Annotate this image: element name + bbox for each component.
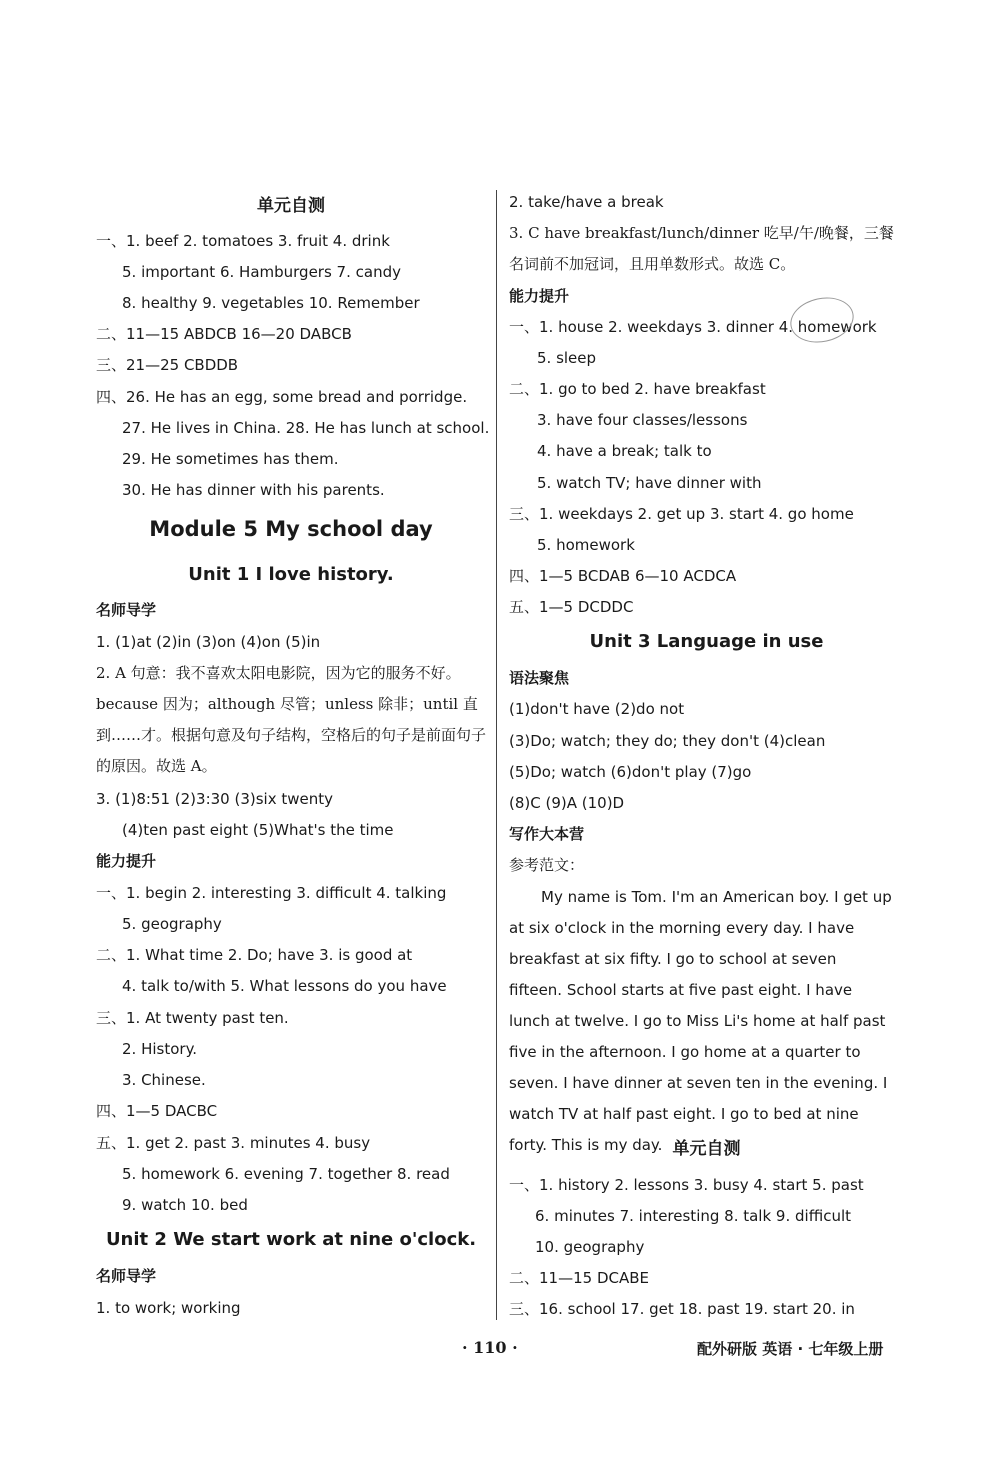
section-heading: 能力提升 (509, 287, 570, 305)
answer-line: (3)Do; watch; they do; they don't (4)clean (509, 732, 826, 750)
answer-line: 三、1. At twenty past ten. (96, 1009, 289, 1027)
answer-line: 5. watch TV; have dinner with (537, 474, 762, 492)
answer-line: 3. Chinese. (122, 1071, 206, 1089)
section-heading: 写作大本营 (509, 825, 585, 843)
answer-line: 5. geography (122, 915, 222, 933)
answer-line: 1. (1)at (2)in (3)on (4)on (5)in (96, 633, 321, 651)
answer-line: 29. He sometimes has them. (122, 450, 339, 468)
answer-line: 5. homework 6. evening 7. together 8. read (122, 1165, 450, 1183)
answer-line: 二、11—15 DCABE (509, 1269, 649, 1287)
unit-test-heading: 单元自测 (257, 196, 325, 216)
answer-line: 4. talk to/with 5. What lessons do you have (122, 977, 447, 995)
section-heading: 能力提升 (96, 852, 157, 870)
section-heading: 名师导学 (96, 601, 157, 619)
answer-line: 二、1. What time 2. Do; have 3. is good at (96, 946, 413, 964)
answer-line: 一、1. beef 2. tomatoes 3. fruit 4. drink (96, 232, 390, 250)
answer-line: 四、1—5 DACBC (96, 1102, 218, 1120)
answer-line: (8)C (9)A (10)D (509, 794, 625, 812)
unit1-title: Unit 1 I love history. (188, 564, 394, 585)
answer-line: 3. (1)8:51 (2)3:30 (3)six twenty (96, 790, 333, 808)
answer-line: 5. sleep (537, 349, 597, 367)
answer-line: 五、1—5 DCDDC (509, 598, 634, 616)
answer-line: 5. important 6. Hamburgers 7. candy (122, 263, 401, 281)
explanation-paragraph: 2. A 句意：我不喜欢太阳电影院，因为它的服务不好。because 因为；although 尽管；unless 除非；until 直到……才。根据句意及句子结构，空格后的句子是前面句子的原因。故选 A。 (96, 664, 487, 775)
section-heading: 名师导学 (96, 1267, 157, 1285)
answer-line: 一、1. history 2. lessons 3. busy 4. start 5. past (509, 1176, 864, 1194)
answer-line: 2. take/have a break (509, 193, 664, 211)
answer-line: 4. have a break; talk to (537, 442, 712, 460)
answer-line: (4)ten past eight (5)What's the time (122, 821, 394, 839)
answer-line: (1)don't have (2)do not (509, 700, 685, 718)
answer-line: 5. homework (537, 536, 635, 554)
module-title: Module 5 My school day (149, 517, 433, 541)
answer-line: 27. He lives in China. 28. He has lunch at school. (122, 419, 490, 437)
answer-line: 二、11—15 ABDCB 16—20 DABCB (96, 325, 352, 343)
answer-line: 四、26. He has an egg, some bread and porridge. (96, 388, 468, 406)
answer-line: 10. geography (535, 1238, 645, 1256)
unit-test-heading: 单元自测 (672, 1139, 741, 1159)
answer-line: 一、1. begin 2. interesting 3. difficult 4. talking (96, 884, 447, 902)
answer-line: 一、1. house 2. weekdays 3. dinner 4. homework (509, 318, 877, 336)
answer-line: 1. to work; working (96, 1299, 241, 1317)
answer-line: 五、1. get 2. past 3. minutes 4. busy (96, 1134, 371, 1152)
page-number: · 110 · (462, 1338, 518, 1357)
answer-line: 二、1. go to bed 2. have breakfast (509, 380, 766, 398)
answer-line: 6. minutes 7. interesting 8. talk 9. difficult (535, 1207, 852, 1225)
unit2-title: Unit 2 We start work at nine o'clock. (105, 1229, 477, 1250)
answer-line: 8. healthy 9. vegetables 10. Remember (122, 294, 420, 312)
sample-essay-label: 参考范文： (509, 856, 585, 874)
unit3-title: Unit 3 Language in use (589, 631, 824, 652)
book-title-footer: 配外研版 英语 · 七年级上册 (697, 1340, 884, 1358)
answer-line: 三、21—25 CBDDB (96, 356, 239, 374)
answer-line: (5)Do; watch (6)don't play (7)go (509, 763, 752, 781)
stamp-mark (786, 292, 858, 348)
answer-line: 3. have four classes/lessons (537, 411, 748, 429)
answer-line: 30. He has dinner with his parents. (122, 481, 385, 499)
sample-essay: My name is Tom. I'm an American boy. I get up at six o'clock in the morning every day. I have breakfast at six fifty. I go to school at seven fifteen. School starts at five past eight. I have lunch at twelve. I go to Miss Li's home at half past five in the afternoon. I go home at a quarter to seven. I have dinner at seven ten in the evening. I watch TV at half past eight. I go to bed at nine forty. This is my day. (509, 888, 892, 1154)
explanation-paragraph: 3. C have breakfast/lunch/dinner 吃早/午/晚餐，三餐名词前不加冠词，且用单数形式。故选 C。 (509, 224, 894, 273)
answer-line: 2. History. (122, 1040, 198, 1058)
section-heading: 语法聚焦 (509, 669, 570, 687)
answer-line: 四、1—5 BCDAB 6—10 ACDCA (509, 567, 737, 585)
answer-line: 三、1. weekdays 2. get up 3. start 4. go home (509, 505, 854, 523)
answer-line: 三、16. school 17. get 18. past 19. start 20. in (509, 1300, 855, 1318)
answer-line: 9. watch 10. bed (122, 1196, 248, 1214)
column-divider (496, 190, 497, 1320)
